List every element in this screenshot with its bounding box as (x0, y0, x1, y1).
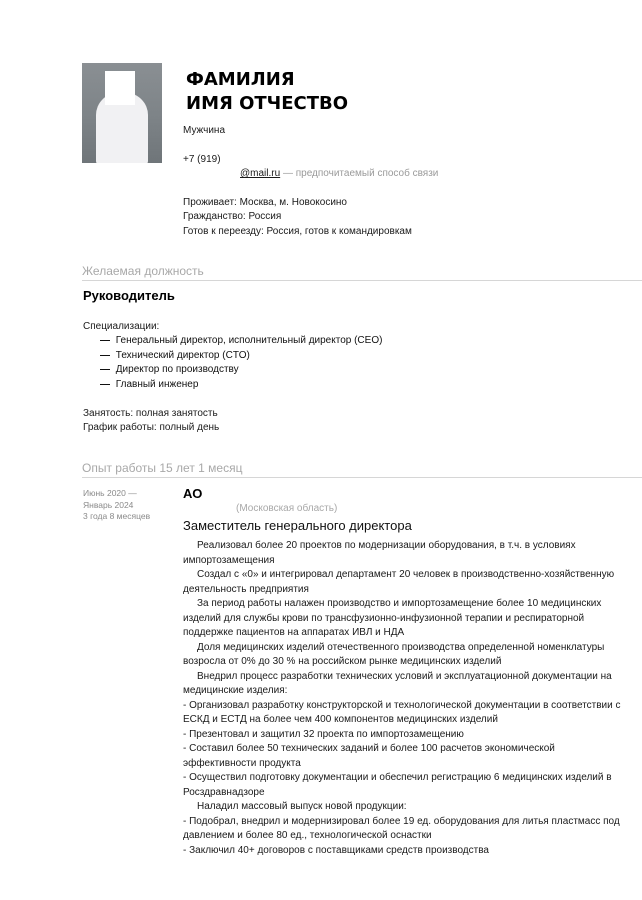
surname: ФАМИЛИЯ (186, 69, 295, 90)
duty-paragraph: Наладил массовый выпуск новой продукции: (197, 801, 407, 812)
duty-paragraph: Доля медицинских изделий отечественного производства определенной номенклатуры возросла от 0% до 30 % на российском рынке медицинских изделий (183, 641, 605, 667)
duty-paragraph: - Подобрал, внедрил и модернизировал более 19 ед. оборудования для литья пластмасс под давлением и более 80 ед., технологической оснастки (183, 815, 620, 841)
company-name: АО (183, 486, 203, 501)
schedule: График работы: полный день (83, 422, 220, 433)
given-names: ИМЯ ОТЧЕСТВО (186, 93, 349, 114)
duty-paragraph: - Презентовал и защитил 32 проекта по импортозамещению (183, 728, 464, 740)
job-duties (183, 539, 623, 858)
desired-role: Руководитель (83, 288, 175, 303)
specializations-list (100, 334, 382, 392)
job-dates (83, 488, 150, 523)
full-name (186, 68, 348, 116)
residence: Проживает: Москва, м. Новокосино (183, 197, 347, 208)
citizenship: Гражданство: Россия (183, 211, 282, 222)
section-experience: Опыт работы 15 лет 1 месяц (82, 460, 642, 478)
duty-paragraph: Реализовал более 20 проектов по модернизации оборудования, в т.ч. в условиях импортозамещения (183, 540, 576, 566)
company-region: (Московская область) (236, 503, 338, 514)
section-desired-position: Желаемая должность (82, 263, 642, 281)
duty-paragraph: Создал с «0» и интегрировал департамент 20 человек в производственно-хозяйственную деятельность предприятия (183, 569, 615, 595)
job-duration: 3 года 8 месяцев (83, 511, 151, 521)
job-date-to: Январь 2024 (83, 499, 134, 510)
photo-face-redaction (105, 71, 135, 105)
specializations-label: Специализации: (83, 321, 160, 332)
job-date-from: Июнь 2020 — (83, 488, 137, 498)
email-note: — предпочитаемый способ связи (282, 168, 439, 179)
gender: Мужчина (183, 125, 226, 136)
duty-paragraph: - Заключил 40+ договоров с поставщиками средств производства (183, 844, 489, 856)
specialization-item: — Директор по производству (100, 363, 382, 378)
duty-paragraph: Внедрил процесс разработки технических условий и эксплуатационной документации на медицинские изделия: (183, 670, 612, 696)
specialization-item: — Генеральный директор, исполнительный директор (CEO) (100, 334, 382, 349)
duty-paragraph: - Осуществил подготовку документации и обеспечил регистрацию 6 медицинских изделий в Росздравнадзоре (183, 772, 612, 798)
relocation: Готов к переезду: Россия, готов к командировкам (183, 226, 412, 237)
email-row (240, 167, 438, 181)
duty-paragraph: За период работы налажен производство и импортозамещение более 10 медицинских изделий для службы крови по трансфузионно-инфузионной терапии и респираторной поддержке пациентов на аппаратах ИВЛ и НДА (183, 598, 602, 638)
job-position: Заместитель генерального директора (183, 518, 412, 533)
phone: +7 (919) (183, 154, 221, 165)
employment: Занятость: полная занятость (83, 408, 218, 419)
duty-paragraph: - Организовал разработку конструкторской и технологической документации в соответствии с ЕСКД и ЕСТД на более чем 400 компонентов медицинских изделий (183, 699, 621, 725)
email-link[interactable]: @mail.ru (240, 168, 281, 179)
specialization-item: — Главный инженер (100, 378, 382, 393)
specialization-item: — Технический директор (CTO) (100, 349, 382, 364)
profile-photo (82, 63, 162, 163)
duty-paragraph: - Составил более 50 технических заданий и более 100 расчетов экономической эффективности продукта (183, 743, 555, 769)
